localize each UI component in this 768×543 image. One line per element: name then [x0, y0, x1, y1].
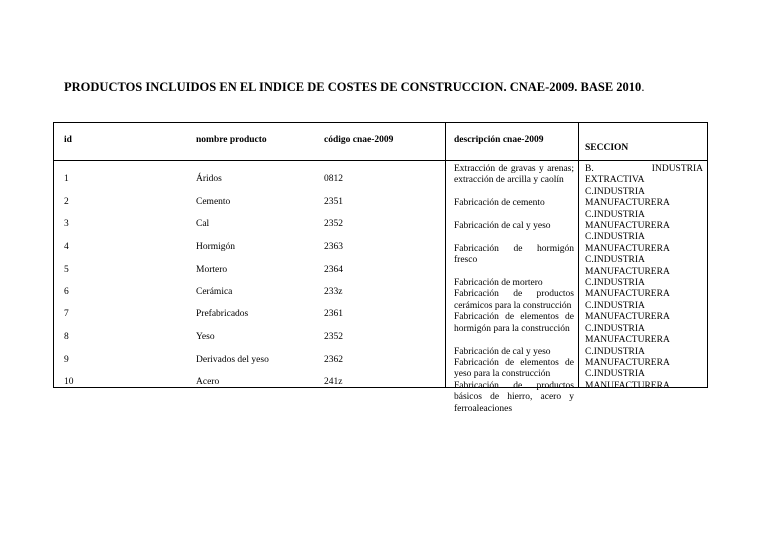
seccion-line: MANUFACTURERA: [585, 289, 670, 300]
seccion-line: EXTRACTIVA: [585, 175, 645, 186]
header-divider: [54, 160, 707, 161]
seccion-line: C.INDUSTRIA: [585, 300, 645, 311]
header-descripcion: descripción cnae-2009: [454, 135, 544, 145]
seccion-line: MANUFACTURERA: [585, 380, 670, 391]
cell-nombre: Cerámica: [196, 287, 233, 297]
seccion-line: MANUFACTURERA: [585, 243, 670, 254]
seccion-line: C.INDUSTRIA: [585, 346, 645, 357]
column-divider-seccion: [578, 123, 579, 387]
header-seccion: SECCION: [585, 143, 629, 153]
seccion-line: C.INDUSTRIA: [585, 278, 645, 289]
descripcion-line: Fabricación de cal y yeso: [454, 346, 551, 357]
descripcion-line: yeso para la construcción: [454, 369, 551, 380]
cell-id: 3: [64, 219, 69, 229]
descripcion-line: Fabricación de elementos de: [454, 312, 574, 323]
document-title: [64, 80, 644, 95]
title-text: PRODUCTOS INCLUIDOS EN EL INDICE DE COSTES DE CONSTRUCCION. CNAE-2009. BASE 2010: [64, 80, 642, 94]
cell-id: 10: [64, 377, 74, 387]
descripcion-line: Fabricación de productos: [454, 380, 574, 391]
column-divider-descripcion: [445, 123, 446, 387]
cell-nombre: Mortero: [196, 265, 228, 275]
cell-nombre: Cemento: [196, 197, 231, 207]
cell-nombre: Cal: [196, 219, 210, 229]
seccion-line: MANUFACTURERA: [585, 266, 670, 277]
header-id: id: [64, 135, 72, 145]
cell-codigo: 233z: [324, 287, 343, 297]
seccion-column: [585, 164, 703, 392]
cell-nombre: Áridos: [196, 174, 222, 184]
seccion-line: MANUFACTURERA: [585, 335, 670, 346]
header-nombre: nombre producto: [196, 135, 267, 145]
descripcion-line: [454, 210, 574, 221]
seccion-line: MANUFACTURERA: [585, 357, 670, 368]
cell-codigo: 2361: [324, 309, 343, 319]
seccion-line: C.INDUSTRIA: [585, 186, 645, 197]
seccion-line: C.INDUSTRIA: [585, 255, 645, 266]
descripcion-line: Fabricación de cal y yeso: [454, 221, 551, 232]
seccion-line: MANUFACTURERA: [585, 221, 670, 232]
seccion-line: MANUFACTURERA: [585, 312, 670, 323]
descripcion-line: Fabricación de mortero: [454, 278, 543, 289]
cell-codigo: 0812: [324, 174, 343, 184]
cell-id: 2: [64, 197, 69, 207]
descripcion-line: básicos de hierro, acero y: [454, 392, 574, 403]
cell-codigo: 2364: [324, 265, 343, 275]
seccion-line: C.INDUSTRIA: [585, 323, 645, 334]
cell-codigo: 2362: [324, 355, 343, 365]
descripcion-line: Fabricación de cemento: [454, 198, 545, 209]
cell-id: 7: [64, 309, 69, 319]
cell-codigo: 2352: [324, 332, 343, 342]
seccion-line: C.INDUSTRIA: [585, 232, 645, 243]
seccion-line: C.INDUSTRIA: [585, 369, 645, 380]
cell-id: 8: [64, 332, 69, 342]
cell-nombre: Acero: [196, 377, 220, 387]
seccion-line: MANUFACTURERA: [585, 198, 670, 209]
cell-id: 6: [64, 287, 69, 297]
descripcion-line: cerámicos para la construcción: [454, 300, 572, 311]
cell-codigo: 2352: [324, 219, 343, 229]
descripcion-column: [454, 164, 574, 415]
cell-nombre: Hormigón: [196, 242, 236, 252]
descripcion-line: Fabricación de elementos de: [454, 357, 574, 368]
cell-codigo: 2351: [324, 197, 343, 207]
header-codigo: código cnae-2009: [324, 135, 394, 145]
cell-id: 4: [64, 242, 69, 252]
descripcion-line: Fabricación de hormigón fresco: [454, 243, 574, 266]
products-table: [53, 122, 708, 414]
descripcion-line: extracción de arcilla y caolín: [454, 175, 564, 186]
cell-codigo: 241z: [324, 377, 343, 387]
descripcion-line: [454, 232, 574, 243]
descripcion-line: Fabricación de productos: [454, 289, 574, 300]
descripcion-line: [454, 267, 574, 278]
cell-nombre: Prefabricados: [196, 309, 249, 319]
cell-id: 9: [64, 355, 69, 365]
descripcion-line: [454, 335, 574, 346]
cell-id: 1: [64, 174, 69, 184]
descripcion-line: Extracción de gravas y arenas;: [454, 164, 574, 174]
seccion-line: C.INDUSTRIA: [585, 209, 645, 220]
cell-id: 5: [64, 265, 69, 275]
descripcion-line: hormigón para la construcción: [454, 323, 570, 334]
cell-nombre: Derivados del yeso: [196, 355, 269, 365]
seccion-line: B. INDUSTRIA: [585, 164, 703, 174]
cell-codigo: 2363: [324, 242, 343, 252]
cell-nombre: Yeso: [196, 332, 215, 342]
descripcion-line: [454, 187, 574, 198]
title-period: .: [641, 80, 645, 94]
descripcion-line: ferroaleaciones: [454, 403, 513, 414]
